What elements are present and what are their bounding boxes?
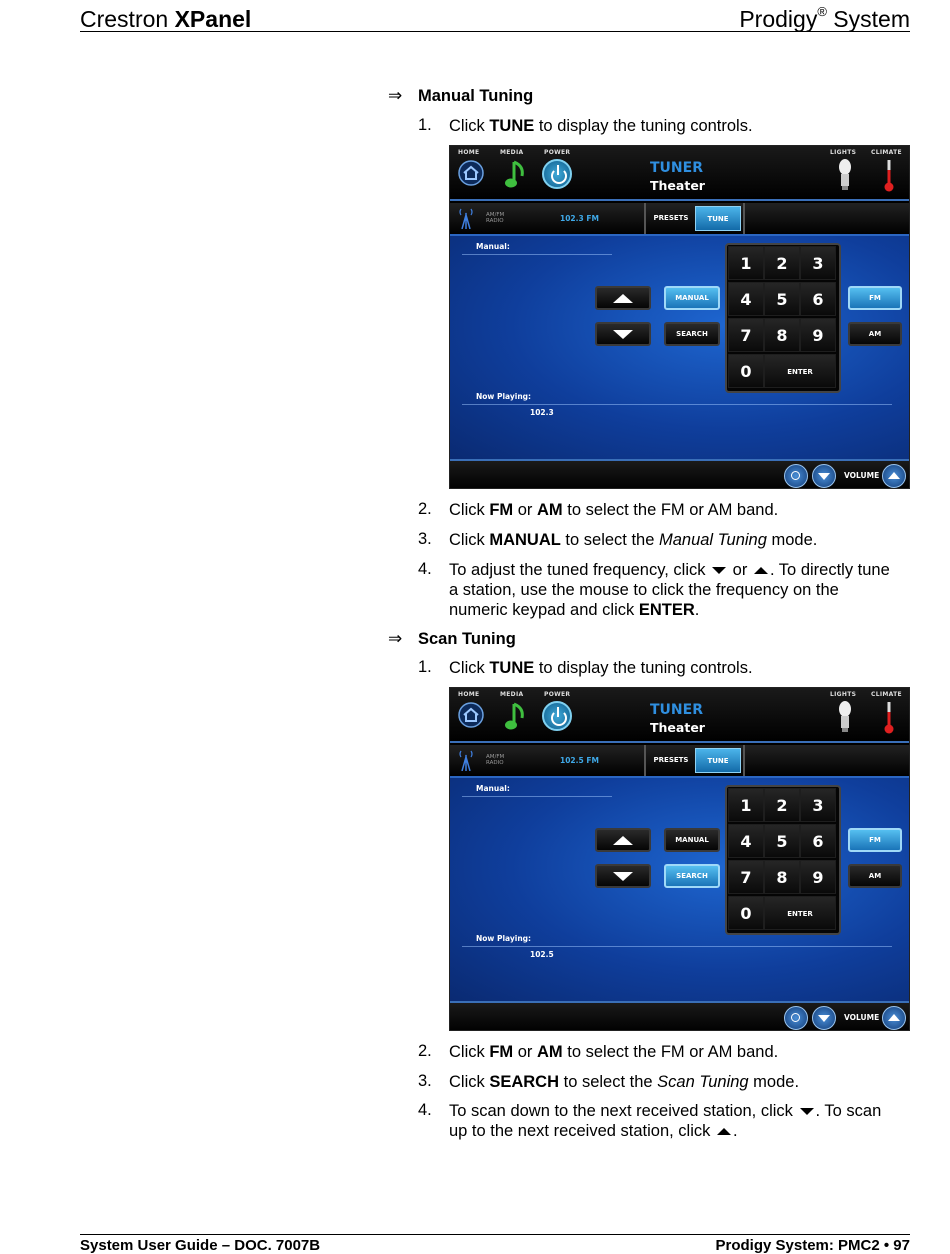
- chevron-down-icon: [818, 1015, 830, 1022]
- home-label: HOME: [458, 691, 480, 698]
- chevron-down-icon: [613, 330, 633, 339]
- tab-presets[interactable]: PRESETS: [653, 756, 689, 764]
- divider: [462, 796, 612, 797]
- home-icon[interactable]: [458, 160, 484, 186]
- down-arrow-icon: [800, 1108, 814, 1115]
- media-label: MEDIA: [500, 691, 524, 698]
- light-bulb-icon[interactable]: [838, 700, 852, 734]
- tab-presets[interactable]: PRESETS: [653, 214, 689, 222]
- tune-down-button[interactable]: [595, 322, 651, 346]
- step-text: Click FM or AM to select the FM or AM band.: [449, 501, 779, 519]
- footer-page: Prodigy System: PMC2 • 97: [715, 1237, 910, 1254]
- page-footer: [80, 1234, 910, 1254]
- source-label: AM/FM RADIO: [486, 754, 505, 766]
- step-text: Click MANUAL to select the Manual Tuning mode.: [449, 531, 818, 549]
- antenna-icon: [459, 749, 473, 771]
- manual-button[interactable]: MANUAL: [664, 286, 720, 310]
- step-number: 2.: [418, 1042, 432, 1060]
- top-nav-bar: [450, 688, 910, 743]
- search-button[interactable]: SEARCH: [664, 322, 720, 346]
- key-3[interactable]: 3: [800, 788, 836, 822]
- top-nav-bar: [450, 146, 910, 201]
- fm-button[interactable]: FM: [848, 286, 902, 310]
- mute-icon: [791, 1013, 800, 1022]
- step-number: 3.: [418, 1072, 432, 1090]
- power-icon[interactable]: [542, 159, 572, 189]
- bottom-bar: [450, 459, 910, 489]
- power-icon[interactable]: [542, 701, 572, 731]
- step-number: 3.: [418, 530, 432, 548]
- home-label: HOME: [458, 149, 480, 156]
- section-title-scan-tuning: Scan Tuning: [418, 630, 516, 648]
- bottom-bar: [450, 1001, 910, 1031]
- tuner-screenshot-manual: [449, 145, 910, 489]
- power-label: POWER: [544, 691, 571, 698]
- current-frequency: 102.5 FM: [560, 756, 599, 765]
- numeric-keypad: [725, 243, 841, 393]
- source-bar: [450, 745, 910, 776]
- key-6[interactable]: 6: [800, 824, 836, 858]
- key-8[interactable]: 8: [764, 318, 800, 352]
- section-title-manual-tuning: Manual Tuning: [418, 87, 534, 105]
- chevron-down-icon: [613, 872, 633, 881]
- room-title: Theater: [650, 720, 705, 735]
- divider: [644, 203, 646, 234]
- tune-up-button[interactable]: [595, 828, 651, 852]
- room-title: Theater: [650, 178, 705, 193]
- music-note-icon[interactable]: [504, 700, 528, 732]
- step-text: Click TUNE to display the tuning controls.: [449, 659, 753, 677]
- source-bar: [450, 203, 910, 234]
- am-button[interactable]: AM: [848, 322, 902, 346]
- volume-label: VOLUME: [844, 471, 880, 480]
- media-label: MEDIA: [500, 149, 524, 156]
- manual-label: Manual:: [476, 242, 510, 251]
- mute-button[interactable]: [784, 464, 808, 488]
- step-text: Click TUNE to display the tuning controls.: [449, 117, 753, 135]
- tune-up-button[interactable]: [595, 286, 651, 310]
- antenna-icon: [459, 207, 473, 229]
- volume-down-button[interactable]: [812, 1006, 836, 1030]
- step-text: up to the next received station, click .: [449, 1122, 738, 1140]
- down-arrow-icon: [712, 567, 726, 574]
- tuner-title: TUNER: [650, 160, 703, 176]
- chevron-up-icon: [888, 472, 900, 479]
- divider: [644, 745, 646, 776]
- climate-label: CLIMATE: [871, 149, 902, 156]
- volume-label: VOLUME: [844, 1013, 880, 1022]
- header-system: Prodigy® System: [739, 4, 910, 32]
- step-text: To scan down to the next received station, click . To scan: [449, 1102, 882, 1120]
- key-9[interactable]: 9: [800, 860, 836, 894]
- divider: [462, 404, 892, 405]
- now-playing-value: 102.3: [530, 408, 554, 417]
- divider: [462, 254, 612, 255]
- step-number: 1.: [418, 658, 432, 676]
- volume-down-button[interactable]: [812, 464, 836, 488]
- current-frequency: 102.3 FM: [560, 214, 599, 223]
- lights-label: LIGHTS: [830, 691, 857, 698]
- step-number: 1.: [418, 116, 432, 134]
- chevron-down-icon: [818, 473, 830, 480]
- now-playing-label: Now Playing:: [476, 392, 532, 401]
- divider: [743, 203, 745, 234]
- divider: [743, 745, 745, 776]
- manual-label: Manual:: [476, 784, 510, 793]
- key-9[interactable]: 9: [800, 318, 836, 352]
- step-text: Click FM or AM to select the FM or AM band.: [449, 1043, 779, 1061]
- tab-tune[interactable]: TUNE: [695, 748, 741, 773]
- fm-button[interactable]: FM: [848, 828, 902, 852]
- now-playing-label: Now Playing:: [476, 934, 532, 943]
- lights-label: LIGHTS: [830, 149, 857, 156]
- tune-down-button[interactable]: [595, 864, 651, 888]
- key-8[interactable]: 8: [764, 860, 800, 894]
- key-3[interactable]: 3: [800, 246, 836, 280]
- mute-icon: [791, 471, 800, 480]
- thermometer-icon[interactable]: [884, 158, 894, 192]
- step-number: 4.: [418, 560, 432, 578]
- section-arrow: ⇒: [388, 86, 403, 105]
- key-7[interactable]: 7: [728, 318, 764, 352]
- volume-up-button[interactable]: [882, 1006, 906, 1030]
- light-bulb-icon[interactable]: [838, 158, 852, 192]
- source-label: AM/FM RADIO: [486, 212, 505, 224]
- tab-tune[interactable]: TUNE: [695, 206, 741, 231]
- step-text: numeric keypad and click ENTER.: [449, 601, 700, 619]
- step-text: a station, use the mouse to click the frequency on the: [449, 581, 839, 599]
- manual-button[interactable]: MANUAL: [664, 828, 720, 852]
- numeric-keypad: [725, 785, 841, 935]
- tuning-area: [450, 234, 910, 459]
- enter-key[interactable]: ENTER: [764, 896, 836, 930]
- step-text: To adjust the tuned frequency, click or . To directly tune: [449, 561, 890, 579]
- tuning-area: [450, 776, 910, 1001]
- volume-up-button[interactable]: [882, 464, 906, 488]
- footer-doc: System User Guide – DOC. 7007B: [80, 1237, 321, 1254]
- step-text: Click SEARCH to select the Scan Tuning mode.: [449, 1073, 800, 1091]
- music-note-icon[interactable]: [504, 158, 528, 190]
- header-product: Crestron XPanel: [80, 6, 252, 32]
- key-6[interactable]: 6: [800, 282, 836, 316]
- key-1[interactable]: 1: [728, 788, 764, 822]
- search-button[interactable]: SEARCH: [664, 864, 720, 888]
- now-playing-value: 102.5: [530, 950, 554, 959]
- thermometer-icon[interactable]: [884, 700, 894, 734]
- section-arrow: ⇒: [388, 629, 403, 648]
- key-0[interactable]: 0: [728, 354, 764, 388]
- page-header: [80, 4, 910, 32]
- key-2[interactable]: 2: [764, 788, 800, 822]
- home-icon[interactable]: [458, 702, 484, 728]
- power-label: POWER: [544, 149, 571, 156]
- key-5[interactable]: 5: [764, 282, 800, 316]
- key-4[interactable]: 4: [728, 824, 764, 858]
- am-button[interactable]: AM: [848, 864, 902, 888]
- chevron-up-icon: [888, 1014, 900, 1021]
- key-2[interactable]: 2: [764, 246, 800, 280]
- chevron-up-icon: [613, 294, 633, 303]
- tuner-screenshot-scan: [449, 687, 910, 1031]
- key-5[interactable]: 5: [764, 824, 800, 858]
- key-0[interactable]: 0: [728, 896, 764, 930]
- mute-button[interactable]: [784, 1006, 808, 1030]
- tuner-title: TUNER: [650, 702, 703, 718]
- step-number: 4.: [418, 1101, 432, 1119]
- enter-key[interactable]: ENTER: [764, 354, 836, 388]
- step-number: 2.: [418, 500, 432, 518]
- divider: [462, 946, 892, 947]
- key-4[interactable]: 4: [728, 282, 764, 316]
- key-7[interactable]: 7: [728, 860, 764, 894]
- key-1[interactable]: 1: [728, 246, 764, 280]
- climate-label: CLIMATE: [871, 691, 902, 698]
- up-arrow-icon: [717, 1128, 731, 1135]
- up-arrow-icon: [754, 567, 768, 574]
- chevron-up-icon: [613, 836, 633, 845]
